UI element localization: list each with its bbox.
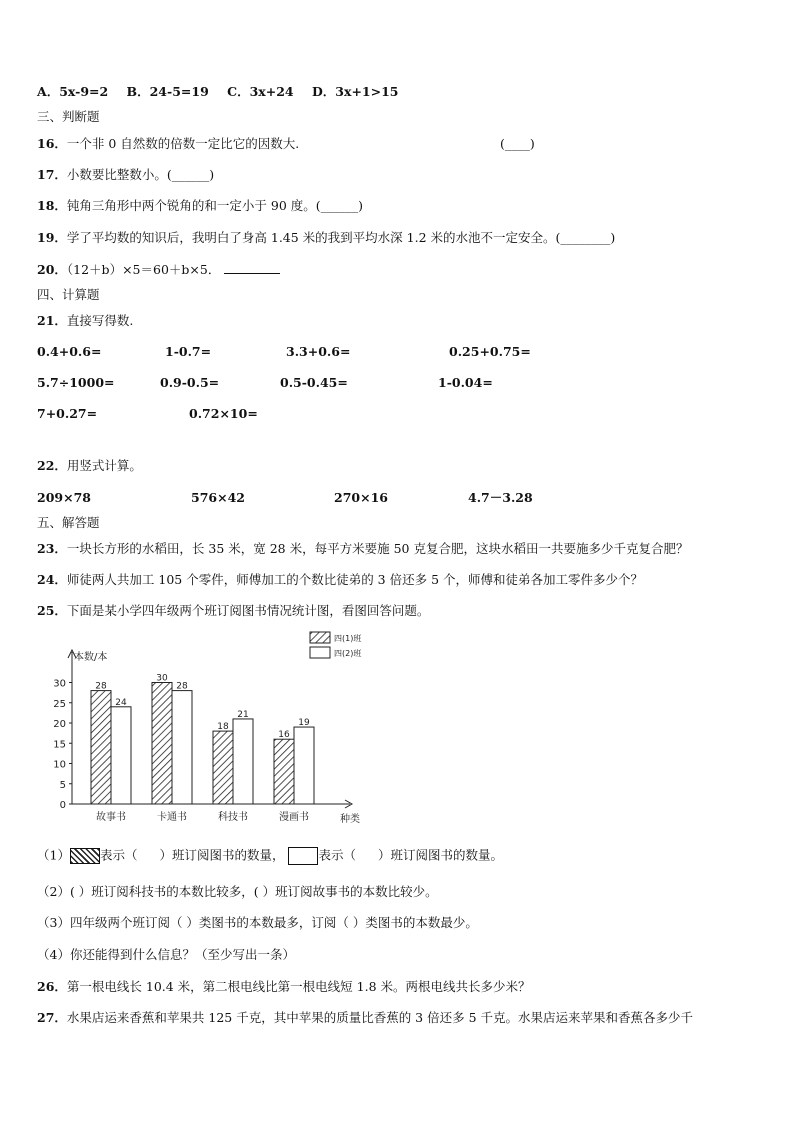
category-label: 故事书 xyxy=(96,812,126,823)
y-tick-label: 5 xyxy=(59,779,66,791)
y-tick-label: 25 xyxy=(53,698,66,710)
calc-item: 7+0.27= xyxy=(37,406,98,421)
option-d: D．3x+1>15 xyxy=(311,84,399,99)
question-text: 直接写得数. xyxy=(66,313,134,328)
question-number: 17． xyxy=(37,167,67,182)
bar xyxy=(172,691,192,804)
plain-swatch-icon xyxy=(288,847,318,865)
question-16 xyxy=(37,136,299,152)
calc-item: 0.9-0.5= xyxy=(160,375,220,390)
bar-value-label: 24 xyxy=(115,697,127,708)
bar xyxy=(274,739,294,804)
question-17 xyxy=(37,167,214,183)
bar xyxy=(111,707,131,804)
option-a: A．5x-9=2 xyxy=(37,84,109,99)
question-text: 小数要比整数小。 xyxy=(66,167,167,182)
category-label: 漫画书 xyxy=(279,812,309,823)
bar-value-label: 16 xyxy=(278,730,290,741)
sub-question-2: （2）( ）班订阅科技书的本数比较多，( ）班订阅故事书的本数比较少。 xyxy=(37,884,438,899)
bar xyxy=(213,731,233,804)
answer-blank-19[interactable]: (________) xyxy=(555,230,616,245)
category-label: 科技书 xyxy=(218,812,248,823)
question-text: 下面是某小学四年级两个班订阅图书情况统计图，看图回答问题。 xyxy=(66,603,430,618)
question-text: 学了平均数的知识后，我明白了身高 1.45 米的我到平均水深 1.2 米的水池不一定安全。 xyxy=(66,230,556,245)
question-23 xyxy=(37,541,688,557)
sub1-text-e: ）班订阅图书的数量。 xyxy=(378,847,504,863)
bar xyxy=(91,691,111,804)
question-number: 20． xyxy=(37,262,67,277)
bar xyxy=(233,719,253,804)
legend-swatch xyxy=(310,632,330,643)
question-number: 24． xyxy=(37,572,67,587)
calc-item: 1-0.7= xyxy=(165,344,212,359)
x-axis-label: 种类 xyxy=(340,814,360,825)
section-5-heading: 五、解答题 xyxy=(37,515,100,530)
question-number: 23． xyxy=(37,541,67,556)
y-axis-label: 本数/本 xyxy=(74,652,108,663)
option-b: B．24-5=19 xyxy=(126,84,209,99)
sub-question-1 xyxy=(37,847,503,865)
question-27 xyxy=(37,1010,693,1026)
section-4-heading: 四、计算题 xyxy=(37,287,100,302)
question-20 xyxy=(37,261,280,278)
sub1-text-b: 表示（ xyxy=(99,847,138,863)
calc-item: 5.7÷1000= xyxy=(37,375,115,390)
vertical-item: 209×78 xyxy=(37,490,91,505)
answer-blank-17[interactable]: (______) xyxy=(166,167,215,182)
question-number: 27． xyxy=(37,1010,67,1025)
bar-value-label: 18 xyxy=(217,722,229,733)
legend-swatch xyxy=(310,647,330,658)
y-tick-label: 0 xyxy=(59,800,66,811)
question-number: 18． xyxy=(37,198,67,213)
answer-blank-18[interactable]: (______) xyxy=(315,198,364,213)
calc-item: 0.4+0.6= xyxy=(37,344,102,359)
question-24 xyxy=(37,572,643,588)
vertical-item: 4.7－3.28 xyxy=(468,490,533,505)
y-tick-label: 20 xyxy=(53,719,66,730)
vertical-item: 576×42 xyxy=(191,490,245,505)
question-25 xyxy=(37,603,429,619)
y-tick-label: 10 xyxy=(53,759,66,771)
question-text: （12＋b）×5＝60＋b×5． xyxy=(66,262,221,277)
sub1-text-c: ）班订阅图书的数量， xyxy=(159,847,285,863)
calc-item: 0.25+0.75= xyxy=(449,344,531,359)
question-number: 22． xyxy=(37,458,67,473)
question-text: 用竖式计算。 xyxy=(66,458,142,473)
category-label: 卡通书 xyxy=(157,812,187,823)
question-text: 师徒两人共加工 105 个零件，师傅加工的个数比徒弟的 3 倍还多 5 个，师傅和徒弟各加工零件多少个？ xyxy=(66,572,644,587)
question-21 xyxy=(37,313,133,329)
answer-blank-16[interactable]: (____) xyxy=(500,136,535,151)
legend-label: 四(1)班 xyxy=(334,634,362,643)
vertical-item: 270×16 xyxy=(334,490,388,505)
question-number: 25． xyxy=(37,603,67,618)
question-number: 26． xyxy=(37,979,67,994)
sub-question-3: （3）四年级两个班订阅（ ）类图书的本数最多，订阅（ ）类图书的本数最少。 xyxy=(37,915,478,930)
sub1-text-d: 表示（ xyxy=(318,847,356,863)
calc-item: 0.5-0.45= xyxy=(280,375,348,390)
bar xyxy=(294,727,314,804)
question-26 xyxy=(37,979,531,995)
y-tick-label: 30 xyxy=(53,678,66,690)
option-c: C．3x+24 xyxy=(227,84,294,99)
question-text: 水果店运来香蕉和苹果共 125 千克，其中苹果的质量比香蕉的 3 倍还多 5 千克。水果店运来苹果和香蕉各多少千 xyxy=(66,1010,694,1025)
question-19 xyxy=(37,230,615,246)
bar-value-label: 30 xyxy=(156,673,168,684)
bar-value-label: 19 xyxy=(298,718,310,729)
question-number: 16． xyxy=(37,136,67,151)
bar-value-label: 28 xyxy=(95,681,107,692)
calc-item: 0.72×10= xyxy=(189,406,258,421)
y-tick-label: 15 xyxy=(53,739,66,751)
q15-options xyxy=(37,84,398,100)
sub-question-4: （4）你还能得到什么信息？（至少写出一条） xyxy=(37,947,295,962)
legend-label: 四(2)班 xyxy=(334,649,362,658)
question-text: 一个非 0 自然数的倍数一定比它的因数大. xyxy=(66,136,300,151)
hatched-swatch-icon xyxy=(70,848,100,864)
question-22 xyxy=(37,458,142,474)
question-text: 一块长方形的水稻田，长 35 米，宽 28 米，每平方米要施 50 克复合肥，这块水稻田一共要施多少千克复合肥？ xyxy=(66,541,689,556)
question-18 xyxy=(37,198,363,214)
sub-number: （1） xyxy=(37,847,70,863)
calc-item: 1-0.04= xyxy=(438,375,493,390)
calc-item: 3.3+0.6= xyxy=(286,344,351,359)
question-text: 钝角三角形中两个锐角的和一定小于 90 度。 xyxy=(66,198,316,213)
bar-value-label: 28 xyxy=(176,681,188,692)
answer-blank-20[interactable] xyxy=(224,261,280,274)
question-number: 19． xyxy=(37,230,67,245)
bar-value-label: 21 xyxy=(237,709,249,720)
bar xyxy=(152,683,172,805)
bar-chart xyxy=(40,628,380,828)
question-number: 21． xyxy=(37,313,67,328)
question-text: 第一根电线长 10.4 米，第二根电线比第一根电线短 1.8 米。两根电线共长多少米？ xyxy=(66,979,531,994)
section-3-heading: 三、判断题 xyxy=(37,109,100,124)
